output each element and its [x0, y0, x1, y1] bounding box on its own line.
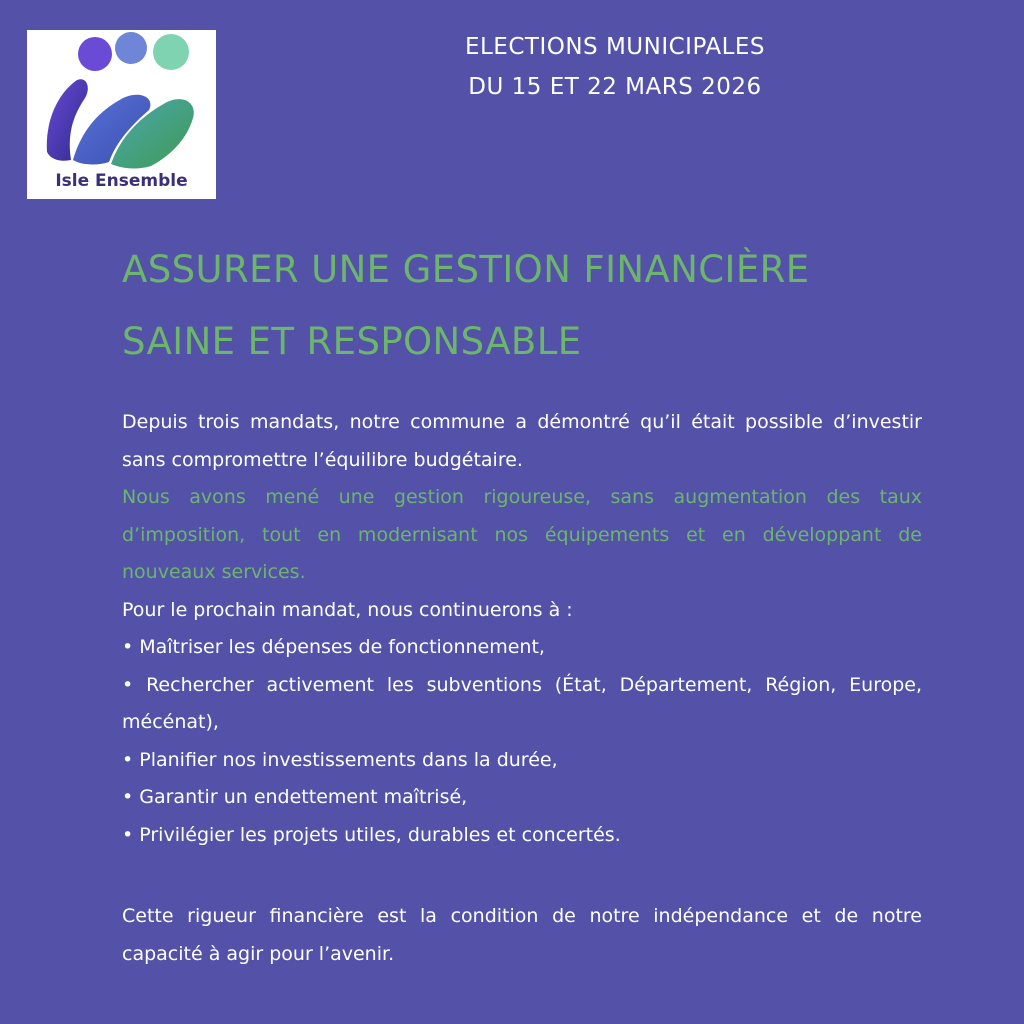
election-title: ELECTIONS MUNICIPALES [464, 34, 766, 60]
bullet-item: • Rechercher activement les subventions (État, Département, Région, Europe, mécénat), [122, 673, 922, 733]
logo-figures-icon [37, 32, 207, 170]
bullet-item: • Privilégier les projets utiles, durables et concertés. [122, 823, 621, 846]
page-title-line-1: ASSURER UNE GESTION FINANCIÈRE [122, 248, 810, 291]
conclusion-text [122, 898, 922, 973]
logo [27, 30, 216, 199]
bullet-item: • Maîtriser les dépenses de fonctionnement, [122, 636, 545, 658]
highlight-paragraph: Nous avons mené une gestion rigoureuse, sans augmentation des taux d’imposition, tout en modernisant nos équipements et en développant de nouveaux services. [122, 486, 922, 583]
bullet-item: • Garantir un endettement maîtrisé, [122, 786, 468, 808]
lead-paragraph: Pour le prochain mandat, nous continuerons à : [122, 598, 573, 621]
conclusion-paragraph: Cette rigueur financière est la condition de notre indépendance et de notre capacité à agir pour l’avenir. [122, 905, 922, 965]
logo-text: Isle Ensemble [55, 171, 188, 191]
bullet-item: • Planifier nos investissements dans la durée, [122, 748, 558, 771]
election-dates: DU 15 ET 22 MARS 2026 [468, 74, 762, 100]
main-text [122, 404, 922, 854]
intro-paragraph: Depuis trois mandats, notre commune a démontré qu’il était possible d’investir sans compromettre l’équilibre budgétaire. [122, 411, 922, 471]
page-title-line-2: SAINE ET RESPONSABLE [122, 320, 582, 363]
